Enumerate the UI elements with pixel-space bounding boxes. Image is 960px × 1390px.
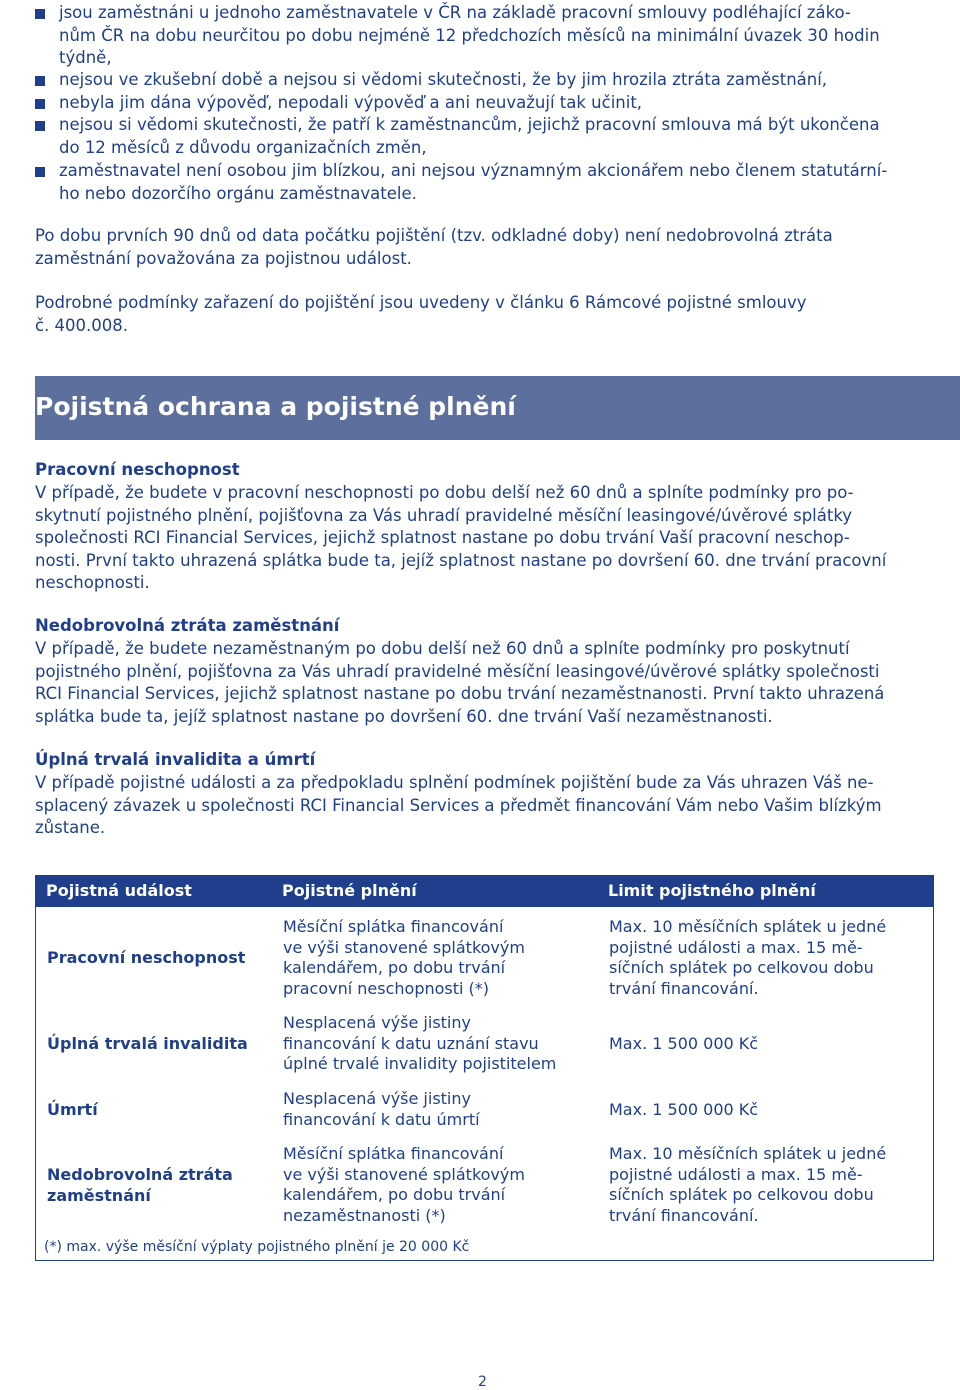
text-line: pracovní neschopnosti (*) <box>283 978 490 998</box>
text-line: splacený závazek u společnosti RCI Financial Services a předmět financování Vám nebo Vašim blízkým <box>35 795 882 815</box>
text-line: trvání financování. <box>609 1205 759 1225</box>
text-line: kalendářem, po dobu trvání <box>283 1185 506 1204</box>
benefit-cell <box>283 1013 556 1075</box>
column-header-event: Pojistná událost <box>46 881 192 900</box>
section-body <box>35 482 933 595</box>
text-line: zaměstnání považována za pojistnou událost. <box>35 248 412 268</box>
text-line: Nesplacená výše jistiny <box>283 1013 471 1032</box>
text-line: zůstane. <box>35 818 106 838</box>
text-line: Max. 10 měsíčních splátek u jedné <box>609 917 887 936</box>
text-line: č. 400.008. <box>35 315 129 335</box>
text-line: Nedobrovolná ztráta <box>47 1165 233 1184</box>
section-body <box>35 772 933 840</box>
text-line: zaměstnavatel není osobou jim blízkou, ani nejsou významným akcionářem nebo členem statutární- <box>59 161 888 180</box>
text-line: kalendářem, po dobu trvání <box>283 958 506 977</box>
conditions-paragraph <box>35 292 933 337</box>
benefit-cell <box>283 917 525 999</box>
text-line: Měsíční splátka financování <box>283 1144 504 1163</box>
bullet-square-icon <box>35 99 45 109</box>
bullet-square-icon <box>35 167 45 177</box>
text-line: financování k datu uznání stavu <box>283 1033 539 1053</box>
limit-cell <box>609 917 886 999</box>
banner-title: Pojistná ochrana a pojistné plnění <box>35 392 516 421</box>
text-line: nezaměstnanosti (*) <box>283 1205 446 1225</box>
text-line: pojistného plnění, pojišťovna za Vás uhradí pravidelné měsíční leasingové/úvěrové splátky společnosti <box>35 661 880 681</box>
text-line: zaměstnání <box>47 1185 151 1205</box>
bullet-text <box>59 69 935 92</box>
section-body <box>35 638 933 728</box>
text-line: Úmrtí <box>47 1100 98 1119</box>
text-line: úplné trvalé invalidity pojistitelem <box>283 1054 557 1073</box>
bullet-square-icon <box>35 76 45 86</box>
event-cell <box>47 1100 98 1121</box>
text-line: síčních splátek po celkovou dobu <box>609 958 874 977</box>
text-line: Pracovní neschopnost <box>47 948 246 967</box>
benefit-cell <box>283 1144 525 1226</box>
text-line: nebyla jim dána výpověď, nepodali výpověď a ani neuvažují tak učinit, <box>59 93 643 112</box>
table-header <box>35 875 934 907</box>
event-cell <box>47 948 245 969</box>
text-line: do 12 měsíců z důvodu organizačních změn, <box>59 137 427 157</box>
section-heading: Nedobrovolná ztráta zaměstnání <box>35 616 340 635</box>
bullet-text <box>59 114 935 159</box>
limit-cell <box>609 1144 886 1226</box>
bullet-square-icon <box>35 9 45 19</box>
text-line: Max. 1 500 000 Kč <box>609 1034 759 1053</box>
text-line: ve výši stanovené splátkovým <box>283 1164 525 1184</box>
benefits-table <box>35 907 934 1261</box>
text-line: RCI Financial Services, jejichž splatnost nastane po dobu trvání nezaměstnanosti. První takto uhrazená <box>35 684 885 704</box>
text-line: nejsou ve zkušební době a nejsou si vědomi skutečnosti, že by jim hrozila ztráta zaměstnání, <box>59 70 828 89</box>
text-line: Max. 1 500 000 Kč <box>609 1100 759 1119</box>
text-line: ho nebo dozorčího orgánu zaměstnavatele. <box>59 183 417 203</box>
limit-cell <box>609 1100 758 1121</box>
text-line: pojistné události a max. 15 mě- <box>609 1164 863 1184</box>
bullet-text <box>59 92 935 115</box>
text-line: neschopnosti. <box>35 573 150 593</box>
text-line: síčních splátek po celkovou dobu <box>609 1185 874 1204</box>
bullet-square-icon <box>35 121 45 131</box>
text-line: splátka bude ta, jejíž splatnost nastane po dovršení 60. dne trvání Vaší nezaměstnanosti. <box>35 706 773 726</box>
section-heading: Úplná trvalá invalidita a úmrtí <box>35 750 316 769</box>
text-line: nům ČR na dobu neurčitou po dobu nejméně 12 předchozích měsíců na minimální úvazek 30 hodin <box>59 25 880 45</box>
text-line: nejsou si vědomi skutečnosti, že patří k zaměstnancům, jejichž pracovní smlouva má být ukončena <box>59 115 880 134</box>
text-line: V případě, že budete v pracovní neschopnosti po dobu delší než 60 dnů a splníte podmínky pro po- <box>35 483 854 502</box>
table-footnote: (*) max. výše měsíční výplaty pojistného plnění je 20 000 Kč <box>44 1239 470 1255</box>
waiting-period-paragraph <box>35 225 933 270</box>
text-line: jsou zaměstnáni u jednoho zaměstnavatele v ČR na základě pracovní smlouvy podléhající záko- <box>59 3 851 22</box>
section-banner <box>35 376 960 440</box>
text-line: ve výši stanovené splátkovým <box>283 937 525 957</box>
text-line: Měsíční splátka financování <box>283 917 504 936</box>
bullet-text <box>59 2 935 70</box>
text-line: Po dobu prvních 90 dnů od data počátku pojištění (tzv. odkladné doby) není nedobrovolná ztráta <box>35 226 833 245</box>
text-line: nosti. První takto uhrazená splátka bude ta, jejíž splatnost nastane po dovršení 60. dne trvání pracovní <box>35 550 887 570</box>
bullet-text <box>59 160 935 205</box>
text-line: financování k datu úmrtí <box>283 1109 480 1129</box>
text-line: trvání financování. <box>609 978 759 998</box>
section-heading: Pracovní neschopnost <box>35 460 240 479</box>
column-header-benefit: Pojistné plnění <box>282 881 417 900</box>
text-line: Max. 10 měsíčních splátek u jedné <box>609 1144 887 1163</box>
text-line: týdně, <box>59 48 112 68</box>
text-line: V případě, že budete nezaměstnaným po dobu delší než 60 dnů a splníte podmínky pro poskytnutí <box>35 639 850 658</box>
text-line: pojistné události a max. 15 mě- <box>609 937 863 957</box>
limit-cell <box>609 1034 758 1055</box>
page-number: 2 <box>478 1374 487 1390</box>
event-cell <box>47 1034 248 1055</box>
benefit-cell <box>283 1089 480 1130</box>
text-line: skytnutí pojistného plnění, pojišťovna za Vás uhradí pravidelné měsíční leasingové/úvěrové splátky <box>35 505 853 525</box>
text-line: Nesplacená výše jistiny <box>283 1089 471 1108</box>
text-line: Podrobné podmínky zařazení do pojištění jsou uvedeny v článku 6 Rámcové pojistné smlouvy <box>35 293 807 312</box>
event-cell <box>47 1165 233 1206</box>
column-header-limit: Limit pojistného plnění <box>608 881 816 900</box>
text-line: společnosti RCI Financial Services, jejichž splatnost nastane po dobu trvání Vaší pracovní neschop- <box>35 528 850 548</box>
text-line: Úplná trvalá invalidita <box>47 1034 248 1053</box>
text-line: V případě pojistné události a za předpokladu splnění podmínek pojištění bude za Vás uhrazen Váš ne- <box>35 773 874 792</box>
